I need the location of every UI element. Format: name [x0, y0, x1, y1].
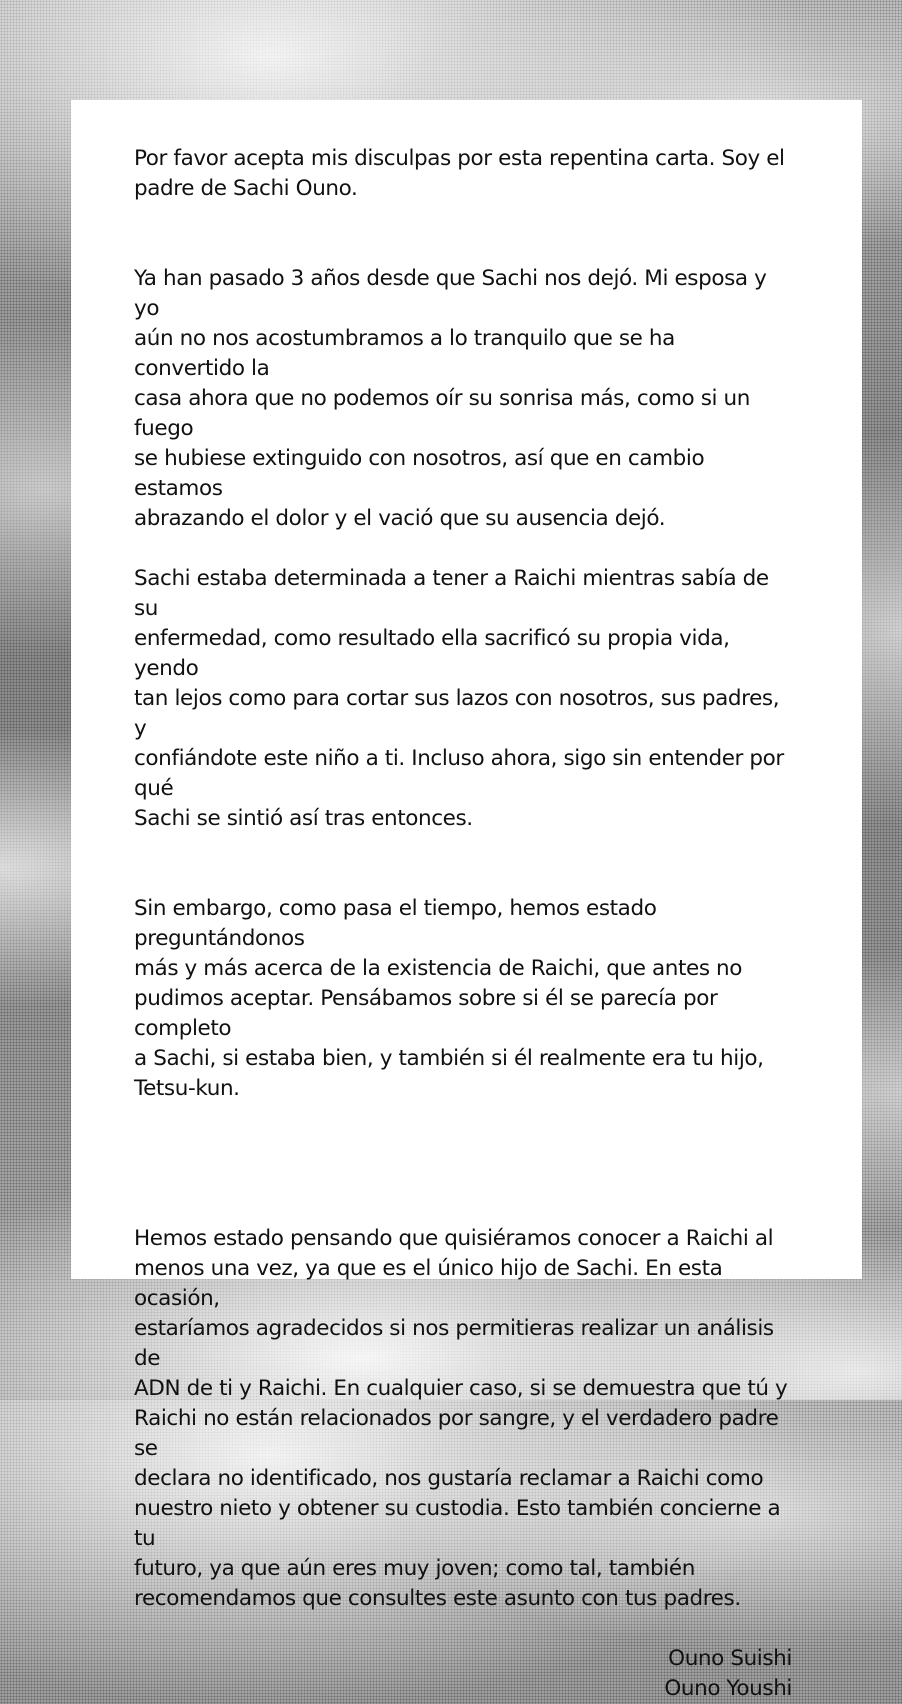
signature-youshi: Ouno Youshi — [664, 1676, 792, 1701]
letter-paragraph-5: Hemos estado pensando que quisiéramos conocer a Raichi al menos una vez, ya que es el único hijo de Sachi. En esta ocasión, estaríamos agradecidos si nos permitieras realizar un análisis de ADN de ti y Raichi. En cualquier caso, si se demuestra que tú y Raichi no están relacionados por sangre, y el verdadero padre se declara no identificado, nos gustaría reclamar a Raichi como nuestro nieto y obtener su custodia. Esto también concierne a tu futuro, ya que aún eres muy joven; como tal, también recomendamos que consultes este asunto con tus padres. — [134, 1226, 788, 1611]
signature-block — [134, 1644, 792, 1704]
letter-paragraph-4: Sin embargo, como pasa el tiempo, hemos estado preguntándonos más y más acerca de la existencia de Raichi, que antes no pudimos aceptar. Pensábamos sobre si él se parecía por completo a Sachi, si estaba bien, y también si él realmente era tu hijo, Tetsu-kun. — [134, 896, 764, 1101]
signature-suishi: Ouno Suishi — [668, 1646, 792, 1671]
letter-paragraph-3: Sachi estaba determinada a tener a Raichi mientras sabía de su enfermedad, como resultado ella sacrificó su propia vida, yendo tan lejos como para cortar sus lazos con nosotros, sus padres, y confiándote este niño a ti. Incluso ahora, sigo sin entender por qué Sachi se sintió así tras entonces. — [134, 566, 784, 831]
letter-paragraph-2: Ya han pasado 3 años desde que Sachi nos dejó. Mi esposa y yo aún no nos acostumbramos a lo tranquilo que se ha convertido la casa ahora que no podemos oír su sonrisa más, como si un fuego se hubiese extinguido con nosotros, así que en cambio estamos abrazando el dolor y el vació que su ausencia dejó. — [134, 266, 767, 531]
letter-card — [71, 100, 862, 1701]
letter-paragraph-1: Por favor acepta mis disculpas por esta repentina carta. Soy el padre de Sachi Ouno. — [134, 146, 785, 201]
